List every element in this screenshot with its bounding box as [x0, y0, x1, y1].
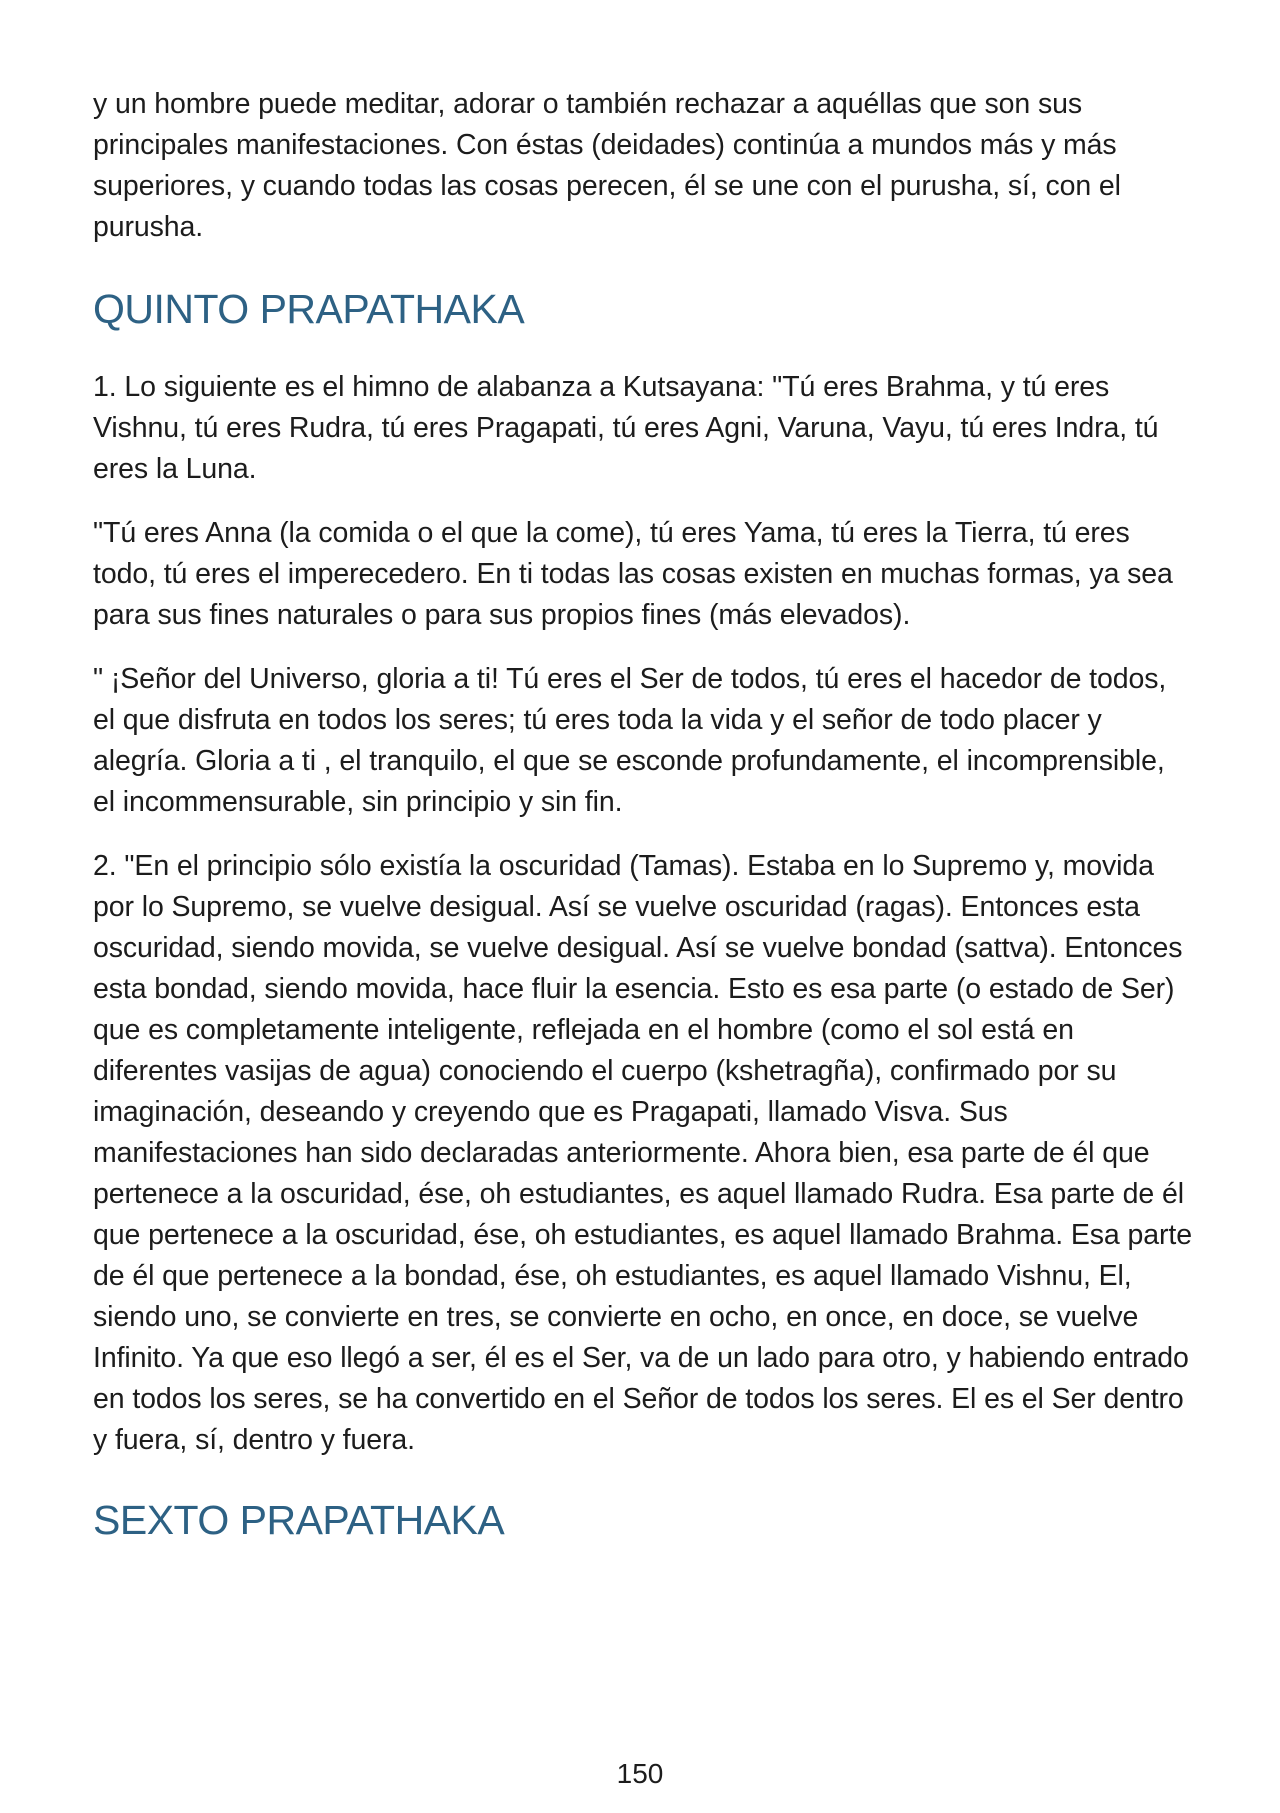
section-heading-quinto: QUINTO PRAPATHAKA [93, 286, 525, 332]
page-content [93, 84, 1193, 1579]
paragraph-4: 2. "En el principio sólo existía la oscuridad (Tamas). Estaba en lo Supremo y, movida por lo Supremo, se vuelve desigual. Así se vuelve oscuridad (ragas). Entonces esta oscuridad, siendo movida, se vuelve desigual. Así se vuelve bondad (sattva). Entonces esta bondad, siendo movida, hace fluir la esencia. Esto es esa parte (o estado de Ser) que es completamente inteligente, reflejada en el hombre (como el sol está en diferentes vasijas de agua) conociendo el cuerpo (kshetragña), confirmado por su imaginación, deseando y creyendo que es Pragapati, llamado Visva. Sus manifestaciones han sido declaradas anteriormente. Ahora bien, esa parte de él que pertenece a la oscuridad, ése, oh estudiantes, es aquel llamado Rudra. Esa parte de él que pertenece a la oscuridad, ése, oh estudiantes, es aquel llamado Brahma. Esa parte de él que pertenece a la bondad, ése, oh estudiantes, es aquel llamado Vishnu, El, siendo uno, se convierte en tres, se convierte en ocho, en once, en doce, se vuelve Infinito. Ya que eso llegó a ser, él es el Ser, va de un lado para otro, y habiendo entrado en todos los seres, se ha convertido en el Señor de todos los seres. El es el Ser dentro y fuera, sí, dentro y fuera. [93, 850, 1192, 1456]
paragraph-2: "Tú eres Anna (la comida o el que la come), tú eres Yama, tú eres la Tierra, tú eres todo, tú eres el imperecedero. En ti todas las cosas existen en muchas formas, ya sea para sus fines naturales o para sus propios fines (más elevados). [93, 517, 1173, 631]
paragraph-1: 1. Lo siguiente es el himno de alabanza a Kutsayana: "Tú eres Brahma, y tú eres Vishnu, tú eres Rudra, tú eres Pragapati, tú eres Agni, Varuna, Vayu, tú eres Indra, tú eres la Luna. [93, 371, 1159, 485]
section-heading-sexto: SEXTO PRAPATHAKA [93, 1497, 505, 1543]
intro-paragraph: y un hombre puede meditar, adorar o también rechazar a aquéllas que son sus principales manifestaciones. Con éstas (deidades) continúa a mundos más y más superiores, y cuando todas las cosas perecen, él se une con el purusha, sí, con el purusha. [93, 88, 1121, 243]
paragraph-3: " ¡Señor del Universo, gloria a ti! Tú eres el Ser de todos, tú eres el hacedor de todos, el que disfruta en todos los seres; tú eres toda la vida y el señor de todo placer y alegría. Gloria a ti , el tranquilo, el que se esconde profundamente, el incomprensible, el incommensurable, sin principio y sin fin. [93, 663, 1167, 818]
page-number: 150 [616, 1758, 664, 1789]
